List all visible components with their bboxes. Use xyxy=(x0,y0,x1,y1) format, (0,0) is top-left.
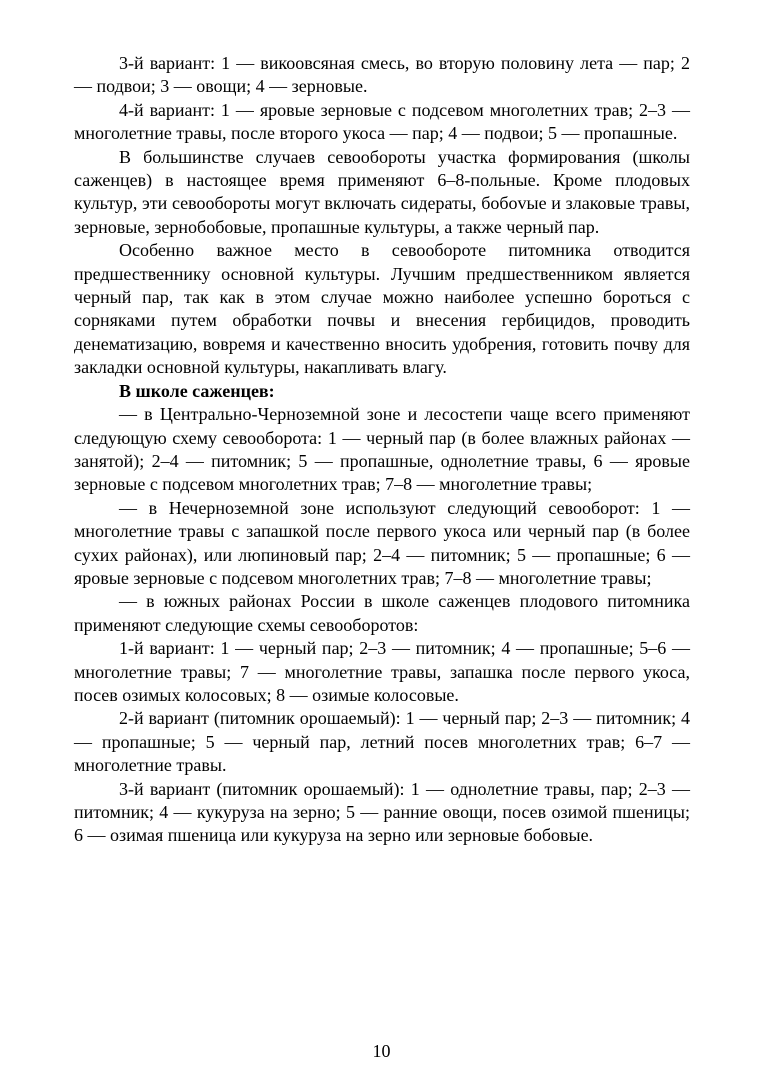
page-body xyxy=(74,52,690,848)
paragraph-non-chernozem: — в Нечерноземной зоне используют следующий севооборот: 1 — многолетние травы с запашкой после первого укоса или черный пар (в более сухих районах), или люпиновый пар; 2–4 — питомник; 5 — пропашные; 6 — яровые зерновые с подсевом многолетних трав; 7–8 — многолетние травы; xyxy=(74,497,690,588)
section-heading: В школе саженцев: xyxy=(119,380,275,401)
paragraph-south-variant-2: 2-й вариант (питомник орошаемый): 1 — черный пар; 2–3 — питомник; 4 — пропашные; 5 — черный пар, летний посев многолетних трав; 6–7 — многолетние травы. xyxy=(74,708,690,776)
page-number: 10 xyxy=(372,1041,391,1061)
paragraph-south-variant-1: 1-й вариант: 1 — черный пар; 2–3 — питомник; 4 — пропашные; 5–6 — многолетние травы; 7 — многолетние травы, запашка после первого укоса, посев озимых колосовых; 8 — озимые колосовые. xyxy=(74,638,690,705)
paragraph-predecessor: Особенно важное место в севообороте питомника отводится предшественнику основной культуры. Лучшим предшественником является черный пар, так как в этом случае можно наиболее успешно бороться с сорняками путем обработки почвы и внесения гербицидов, проводить денематизацию, вовремя и качественно вносить удобрения, готовить почву для закладки основной культуры, накапливать влагу. xyxy=(74,240,690,378)
paragraph-variant-3: 3-й вариант: 1 — викоовсяная смесь, во вторую половину лета — пар; 2 — подвои; 3 — овощи; 4 — зерновые. xyxy=(74,53,690,97)
paragraph-south-variant-3: 3-й вариант (питомник орошаемый): 1 — однолетние травы, пар; 2–3 — питомник; 4 — кукуруза на зерно; 5 — ранние овощи, посев озимой пшеницы; 6 — озимая пшеница или кукуруза на зерно или зерновые бобовые. xyxy=(74,778,690,846)
paragraph-variant-4: 4-й вариант: 1 — яровые зерновые с подсевом многолетних трав; 2–3 — многолетние травы, после второго укоса — пар; 4 — подвои; 5 — пропашные. xyxy=(74,99,690,144)
paragraph-school-rotations: В большинстве случаев севообороты участка формирования (школы саженцев) в настоящее время применяют 6–8-польные. Кроме плодовых культур, эти севообороты могут включать сидераты, бобоvые и злаковые травы, зерновые, зернобобовые, пропашные культуры, а также черный пар. xyxy=(74,146,690,237)
paragraph-southern-regions: — в южных районах России в школе саженцев плодового питомника применяют следующие схемы севооборотов: xyxy=(74,591,690,635)
paragraph-central-chernozem: — в Центрально-Черноземной зоне и лесостепи чаще всего применяют следующую схему севооборота: 1 — черный пар (в более влажных районах — занятой); 2–4 — питомник; 5 — пропашные, однолетние травы, 6 — яровые зерновые с подсевом многолетних трав; 7–8 — многолетние травы; xyxy=(74,404,690,495)
